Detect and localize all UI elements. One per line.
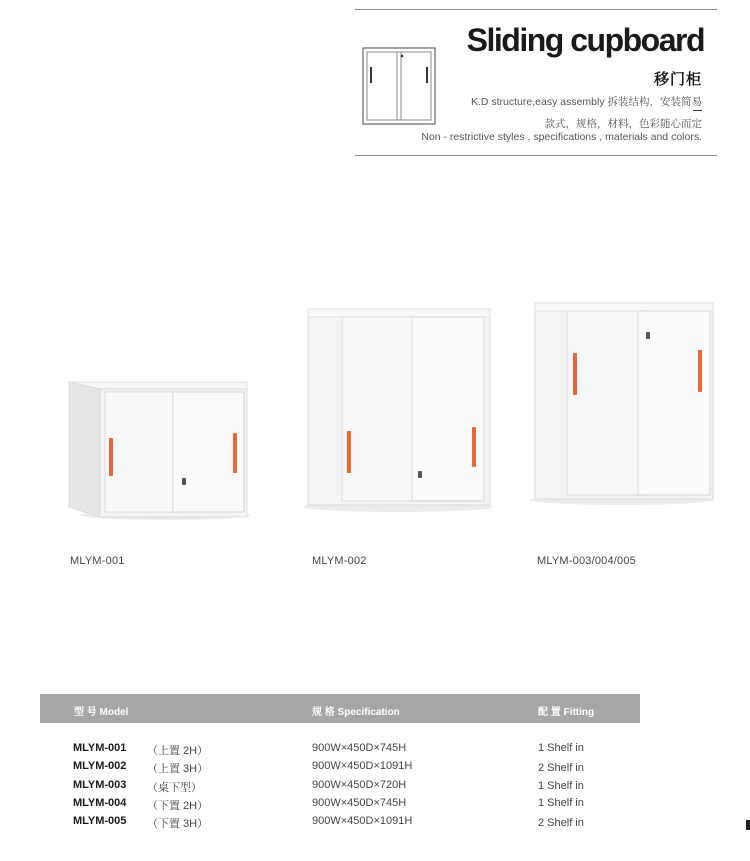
row-model: MLYM-001 [73, 742, 127, 754]
product-label-mlym-002: MLYM-002 [312, 555, 367, 567]
row-note: （桌下型） [147, 782, 202, 794]
cabinet-image-mlym-003-004-005 [522, 298, 722, 508]
row-spec: 900W×450D×1091H [312, 815, 413, 827]
header-bottom-rule [355, 155, 717, 156]
row-model: MLYM-004 [73, 797, 127, 809]
row-model: MLYM-003 [73, 779, 127, 791]
table-row [0, 760, 750, 778]
table-header [40, 694, 640, 723]
row-fitting: 2 Shelf in [538, 762, 584, 774]
cabinet-image-mlym-001 [55, 375, 255, 523]
description-line-1: K.D structure,easy assembly 拆装结构，安装简易 [470, 96, 702, 108]
header-top-rule [355, 9, 717, 10]
column-header-spec: 规 格 Specification [312, 707, 400, 718]
row-fitting: 1 Shelf in [538, 742, 584, 754]
row-fitting: 2 Shelf in [538, 817, 584, 829]
description-line-3: Non - restrictive styles , specifications , materials and colors. [421, 131, 702, 143]
description-dash [693, 110, 702, 111]
row-note: （下置 3H） [147, 818, 209, 830]
row-spec: 900W×450D×745H [312, 742, 407, 754]
row-note: （上置 3H） [147, 763, 209, 775]
description-line-2: 款式，规格，材料，色彩随心而定 [544, 118, 702, 130]
table-row [0, 742, 750, 760]
page-subtitle: 移门柜 [653, 71, 702, 88]
column-header-fitting: 配 置 Fitting [538, 707, 595, 718]
sliding-cupboard-icon [362, 47, 436, 125]
row-model: MLYM-002 [73, 760, 127, 772]
cabinet-image-mlym-002 [298, 305, 498, 515]
row-fitting: 1 Shelf in [538, 797, 584, 809]
product-label-mlym-003-004-005: MLYM-003/004/005 [537, 555, 636, 567]
row-model: MLYM-005 [73, 815, 127, 827]
row-note: （上置 2H） [147, 745, 209, 757]
page-title: Sliding cupboard [466, 22, 704, 58]
table-row [0, 815, 750, 833]
row-note: （下置 2H） [147, 800, 209, 812]
table-row [0, 779, 750, 797]
row-spec: 900W×450D×1091H [312, 760, 413, 772]
table-row [0, 797, 750, 815]
row-spec: 900W×450D×745H [312, 797, 407, 809]
column-header-model: 型 号 Model [74, 707, 129, 718]
row-fitting: 1 Shelf in [538, 780, 584, 792]
page-corner-mark [746, 820, 750, 830]
product-label-mlym-001: MLYM-001 [70, 555, 125, 567]
row-spec: 900W×450D×720H [312, 779, 407, 791]
